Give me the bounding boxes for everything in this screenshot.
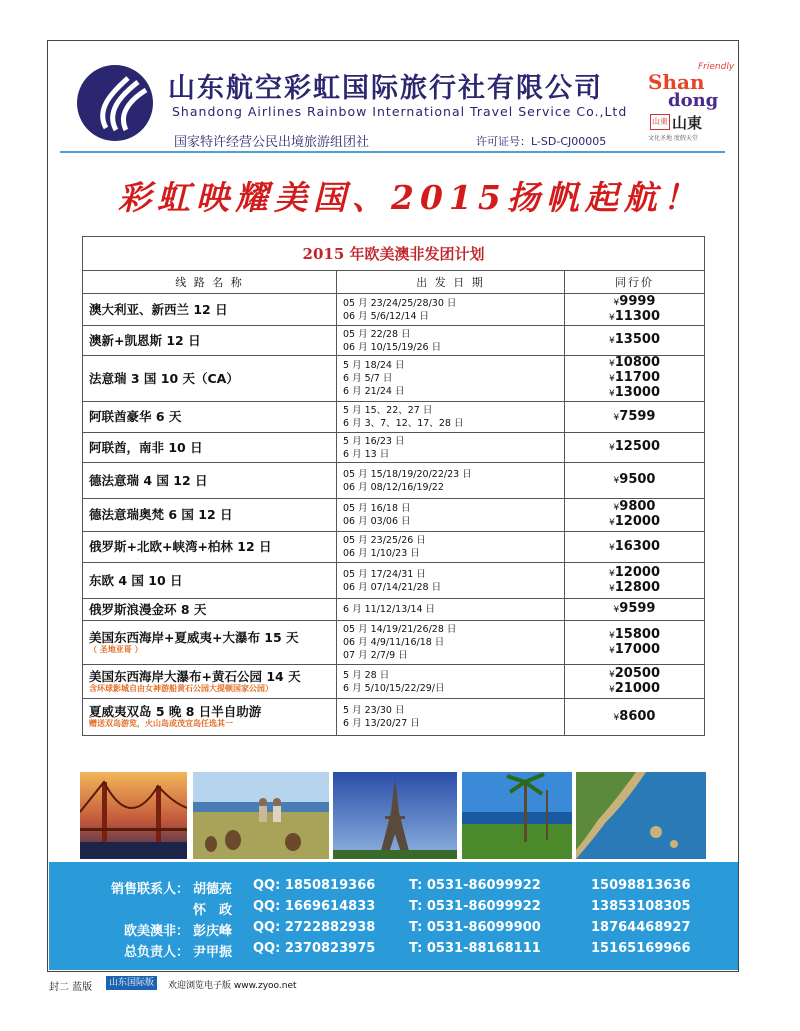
- route-cell: [83, 532, 337, 563]
- price-cell: [565, 532, 705, 563]
- route-name: 法意瑞 3 国 10 天（CA）: [89, 370, 239, 386]
- dates-cell: [337, 621, 565, 665]
- price-line: [571, 371, 698, 386]
- price-line: [571, 581, 698, 596]
- contact-role: 欧美澳非：: [123, 924, 189, 939]
- departure-date: 07 月 2/7/9 日: [343, 650, 408, 661]
- currency-symbol: ¥: [609, 336, 615, 346]
- contact-tel[interactable]: T: 0531-88168111: [409, 941, 541, 956]
- dates-cell: [337, 599, 565, 621]
- departure-date: 6 月 3、7、12、17、28 日: [343, 418, 464, 429]
- currency-symbol: ¥: [613, 297, 620, 308]
- price-value: 20500: [614, 665, 660, 681]
- contact-row: [49, 920, 738, 940]
- contact-mobile[interactable]: 15165169966: [591, 941, 691, 956]
- table-title: 2015 年欧美澳非发团计划: [83, 237, 705, 271]
- coastline-photo: [576, 772, 706, 859]
- departure-date: 6 月 11/12/13/14 日: [343, 604, 436, 615]
- eiffel-tower-photo: [333, 772, 457, 859]
- route-note: 赠送双岛游览，火山岛或茂宜岛任选其一: [89, 719, 233, 728]
- price-line: [571, 473, 698, 488]
- dates-cell: [337, 402, 565, 433]
- departure-date: 6 月 5/10/15/22/29/日: [343, 682, 445, 694]
- departure-date: 05 月 17/24/31 日: [343, 568, 426, 580]
- route-name: 澳大利亚、新西兰 12 日: [89, 301, 228, 317]
- contact-mobile[interactable]: 13853108305: [591, 899, 691, 914]
- dates-cell: [337, 294, 565, 326]
- route-cell: [83, 356, 337, 402]
- brand-shan: Shan: [648, 70, 705, 94]
- price-line: [571, 682, 698, 697]
- route-name: 俄罗斯浪漫金环 8 天: [89, 601, 207, 617]
- tour-plan-table: [82, 236, 705, 736]
- currency-symbol: ¥: [609, 568, 615, 579]
- currency-symbol: ¥: [613, 503, 620, 513]
- price-value: 12000: [614, 564, 660, 580]
- table-row: [83, 463, 705, 499]
- route-cell: [83, 463, 337, 499]
- departure-date: 06 月 03/06 日: [343, 516, 411, 527]
- route-name: 澳新+凯恩斯 12 日: [89, 332, 201, 348]
- golden-gate-photo: [80, 772, 187, 859]
- departure-date: 5 月 23/30 日: [343, 705, 405, 716]
- dates-cell: [337, 665, 565, 699]
- price-value: 13000: [614, 385, 660, 400]
- price-value: 21000: [614, 680, 660, 696]
- route-note: 含环球影城自由女神游船黄石公园大提顿国家公园）: [89, 683, 273, 693]
- price-line: [571, 566, 698, 581]
- price-line: [571, 628, 698, 643]
- route-cell: [83, 433, 337, 463]
- contact-mobile[interactable]: 18764468927: [591, 920, 691, 935]
- header-dates: 出 发 日 期: [337, 271, 565, 294]
- dates-cell: [337, 699, 565, 736]
- contact-name: 彭庆峰: [193, 924, 233, 939]
- company-name-en: Shandong Airlines Rainbow International Travel Service Co.,Ltd: [172, 104, 628, 119]
- price-cell: [565, 621, 705, 665]
- price-cell: [565, 402, 705, 433]
- route-name: 德法意瑞 4 国 12 日: [89, 472, 208, 488]
- table-row: [83, 402, 705, 433]
- price-line: [571, 386, 698, 401]
- contact-name: 怀 政: [193, 903, 233, 918]
- departure-date: 05 月 23/24/25/28/30 日: [343, 297, 457, 309]
- price-line: [571, 295, 698, 310]
- route-cell: [83, 621, 337, 665]
- departure-date: 5 月 16/23 日: [343, 435, 405, 447]
- table-row: [83, 294, 705, 326]
- route-name: 夏威夷双岛 5 晚 8 日半自助游: [89, 704, 262, 719]
- price-line: [571, 500, 698, 515]
- departure-date: 6 月 21/24 日: [343, 386, 405, 397]
- price-value: 12800: [614, 579, 660, 595]
- dates-cell: [337, 326, 565, 356]
- route-cell: [83, 699, 337, 736]
- contact-tel[interactable]: T: 0531-86099900: [409, 920, 541, 935]
- brand-friendly: Friendly: [698, 62, 735, 72]
- table-row: [83, 532, 705, 563]
- contact-row: [49, 941, 738, 961]
- departure-date: 6 月 13/20/27 日: [343, 718, 420, 729]
- contact-role: 销售联系人：: [110, 882, 189, 897]
- price-cell: [565, 665, 705, 699]
- route-name: 德法意瑞奥梵 6 国 12 日: [89, 507, 233, 522]
- edition-badge: 山东国际版: [106, 976, 157, 990]
- currency-symbol: ¥: [613, 476, 620, 486]
- contact-mobile[interactable]: 15098813636: [591, 878, 691, 893]
- departure-date: 05 月 22/28 日: [343, 328, 411, 340]
- contact-name: 胡德亮: [193, 882, 233, 897]
- rainbow-logo-icon: [76, 64, 154, 142]
- dates-cell: [337, 433, 565, 463]
- departure-date: 06 月 07/14/21/28 日: [343, 581, 442, 593]
- departure-date: 5 月 15、22、27 日: [343, 405, 433, 416]
- brand-dong: dong: [668, 90, 719, 111]
- price-value: 13500: [614, 332, 660, 347]
- contact-tel[interactable]: T: 0531-86099922: [409, 899, 541, 914]
- route-name: 美国东西海岸大瀑布+黄石公园 14 天: [89, 668, 301, 684]
- table-header-row: [83, 271, 705, 294]
- price-line: [571, 333, 698, 348]
- price-value: 9500: [619, 472, 656, 487]
- price-value: 11700: [614, 370, 660, 385]
- departure-date: 6 月 13 日: [343, 448, 390, 460]
- departure-date: 05 月 16/18 日: [343, 503, 411, 514]
- price-line: [571, 643, 698, 658]
- contact-band: [49, 862, 738, 970]
- currency-symbol: ¥: [609, 684, 615, 695]
- currency-symbol: ¥: [609, 542, 615, 553]
- price-value: 9800: [619, 499, 656, 514]
- company-name-cn: 山东航空彩虹国际旅行社有限公司: [168, 73, 603, 104]
- contact-qq[interactable]: QQ: 2370823975: [253, 941, 376, 956]
- dates-cell: [337, 499, 565, 532]
- price-line: [571, 667, 698, 682]
- price-value: 15800: [614, 626, 660, 642]
- currency-symbol: ¥: [609, 443, 615, 453]
- table-row: [83, 563, 705, 599]
- slogan-headline: 彩虹映耀美国、2015扬帆起航！: [118, 178, 702, 217]
- price-value: 12500: [614, 439, 660, 454]
- currency-symbol: ¥: [609, 389, 615, 399]
- table-row: [83, 499, 705, 532]
- brand-seal-icon: 山東: [650, 114, 670, 130]
- price-line: [571, 440, 698, 455]
- departure-date: 06 月 1/10/23 日: [343, 548, 420, 559]
- currency-symbol: ¥: [609, 669, 615, 680]
- contact-tel[interactable]: T: 0531-86099922: [409, 878, 541, 893]
- price-line: [571, 602, 698, 617]
- currency-symbol: ¥: [609, 374, 615, 384]
- dates-cell: [337, 356, 565, 402]
- header-divider: [60, 151, 725, 153]
- price-value: 10800: [614, 355, 660, 370]
- currency-symbol: ¥: [609, 518, 615, 528]
- currency-symbol: ¥: [613, 712, 620, 723]
- departure-date: 06 月 08/12/16/19/22: [343, 481, 444, 493]
- table-row: [83, 665, 705, 699]
- departure-date: 5 月 18/24 日: [343, 360, 405, 371]
- header-price: 同行价: [565, 271, 705, 294]
- price-cell: [565, 433, 705, 463]
- price-value: 12000: [614, 514, 660, 529]
- price-line: [571, 540, 698, 555]
- route-cell: [83, 326, 337, 356]
- route-cell: [83, 665, 337, 699]
- price-value: 16300: [614, 538, 660, 554]
- route-cell: [83, 563, 337, 599]
- currency-symbol: ¥: [609, 312, 615, 323]
- contact-qq[interactable]: QQ: 2722882938: [253, 920, 376, 935]
- departure-date: 5 月 28 日: [343, 669, 390, 681]
- price-cell: [565, 699, 705, 736]
- currency-symbol: ¥: [613, 605, 620, 615]
- route-name: 东欧 4 国 10 日: [89, 572, 183, 588]
- price-line: [571, 356, 698, 371]
- contact-role: 总负责人：: [123, 945, 189, 960]
- price-value: 9999: [619, 293, 656, 309]
- header-route: 线 路 名 称: [83, 271, 337, 294]
- contact-qq[interactable]: QQ: 1669614833: [253, 899, 376, 914]
- route-name: 阿联酋豪华 6 天: [89, 409, 182, 424]
- table-row: [83, 699, 705, 736]
- currency-symbol: ¥: [609, 583, 615, 594]
- contact-name: 尹甲振: [193, 945, 233, 960]
- dates-cell: [337, 563, 565, 599]
- price-cell: [565, 499, 705, 532]
- route-name: 美国东西海岸+夏威夷+大瀑布 15 天: [89, 629, 299, 645]
- route-name: 俄罗斯+北欧+峡湾+柏林 12 日: [89, 539, 272, 554]
- table-row: [83, 599, 705, 621]
- route-cell: [83, 599, 337, 621]
- license-number: 许可证号：L-SD-CJ00005: [476, 135, 607, 148]
- brand-tagline: 文化圣地 度假天堂: [648, 135, 698, 142]
- dates-cell: [337, 463, 565, 499]
- route-cell: [83, 294, 337, 326]
- table-row: [83, 621, 705, 665]
- company-subtitle: 国家特许经营公民出境旅游组团社: [174, 135, 370, 150]
- departure-date: 06 月 4/9/11/16/18 日: [343, 637, 445, 648]
- departure-date: 05 月 15/18/19/20/22/23 日: [343, 468, 472, 480]
- currency-symbol: ¥: [609, 630, 615, 641]
- route-note: （ 圣地亚哥 ）: [89, 644, 143, 654]
- currency-symbol: ¥: [613, 412, 620, 423]
- page-label: 封二 蓝版: [49, 982, 93, 993]
- price-line: [571, 410, 698, 425]
- route-cell: [83, 402, 337, 433]
- departure-date: 06 月 10/15/19/26 日: [343, 341, 442, 353]
- contact-row: [49, 878, 738, 898]
- price-value: 11300: [614, 308, 660, 324]
- price-cell: [565, 326, 705, 356]
- table-body: [83, 294, 705, 736]
- contact-qq[interactable]: QQ: 1850819366: [253, 878, 376, 893]
- price-line: [571, 310, 698, 325]
- table-row: [83, 356, 705, 402]
- price-value: 7599: [619, 408, 656, 424]
- departure-date: 6 月 5/7 日: [343, 373, 393, 384]
- price-value: 8600: [619, 708, 656, 724]
- price-cell: [565, 563, 705, 599]
- brand-cn: 山東: [672, 114, 703, 132]
- price-cell: [565, 599, 705, 621]
- price-value: 9599: [619, 601, 656, 616]
- currency-symbol: ¥: [609, 645, 615, 656]
- currency-symbol: ¥: [609, 359, 615, 369]
- departure-date: 05 月 23/25/26 日: [343, 535, 426, 546]
- table-row: [83, 326, 705, 356]
- departure-date: 06 月 5/6/12/14 日: [343, 310, 430, 322]
- price-cell: [565, 356, 705, 402]
- price-cell: [565, 294, 705, 326]
- website-link[interactable]: 欢迎浏览电子版 www.zyoo.net: [168, 981, 297, 991]
- price-line: [571, 710, 698, 725]
- departure-date: 05 月 14/19/21/26/28 日: [343, 624, 457, 635]
- palm-beach-photo: [462, 772, 572, 859]
- kangaroo-photo: [193, 772, 329, 859]
- contact-row: [49, 899, 738, 919]
- table-row: [83, 433, 705, 463]
- shandong-brand-logo: [648, 60, 735, 142]
- route-name: 阿联酋，南非 10 日: [89, 439, 203, 455]
- price-line: [571, 515, 698, 530]
- route-cell: [83, 499, 337, 532]
- price-cell: [565, 463, 705, 499]
- price-value: 17000: [614, 641, 660, 657]
- dates-cell: [337, 532, 565, 563]
